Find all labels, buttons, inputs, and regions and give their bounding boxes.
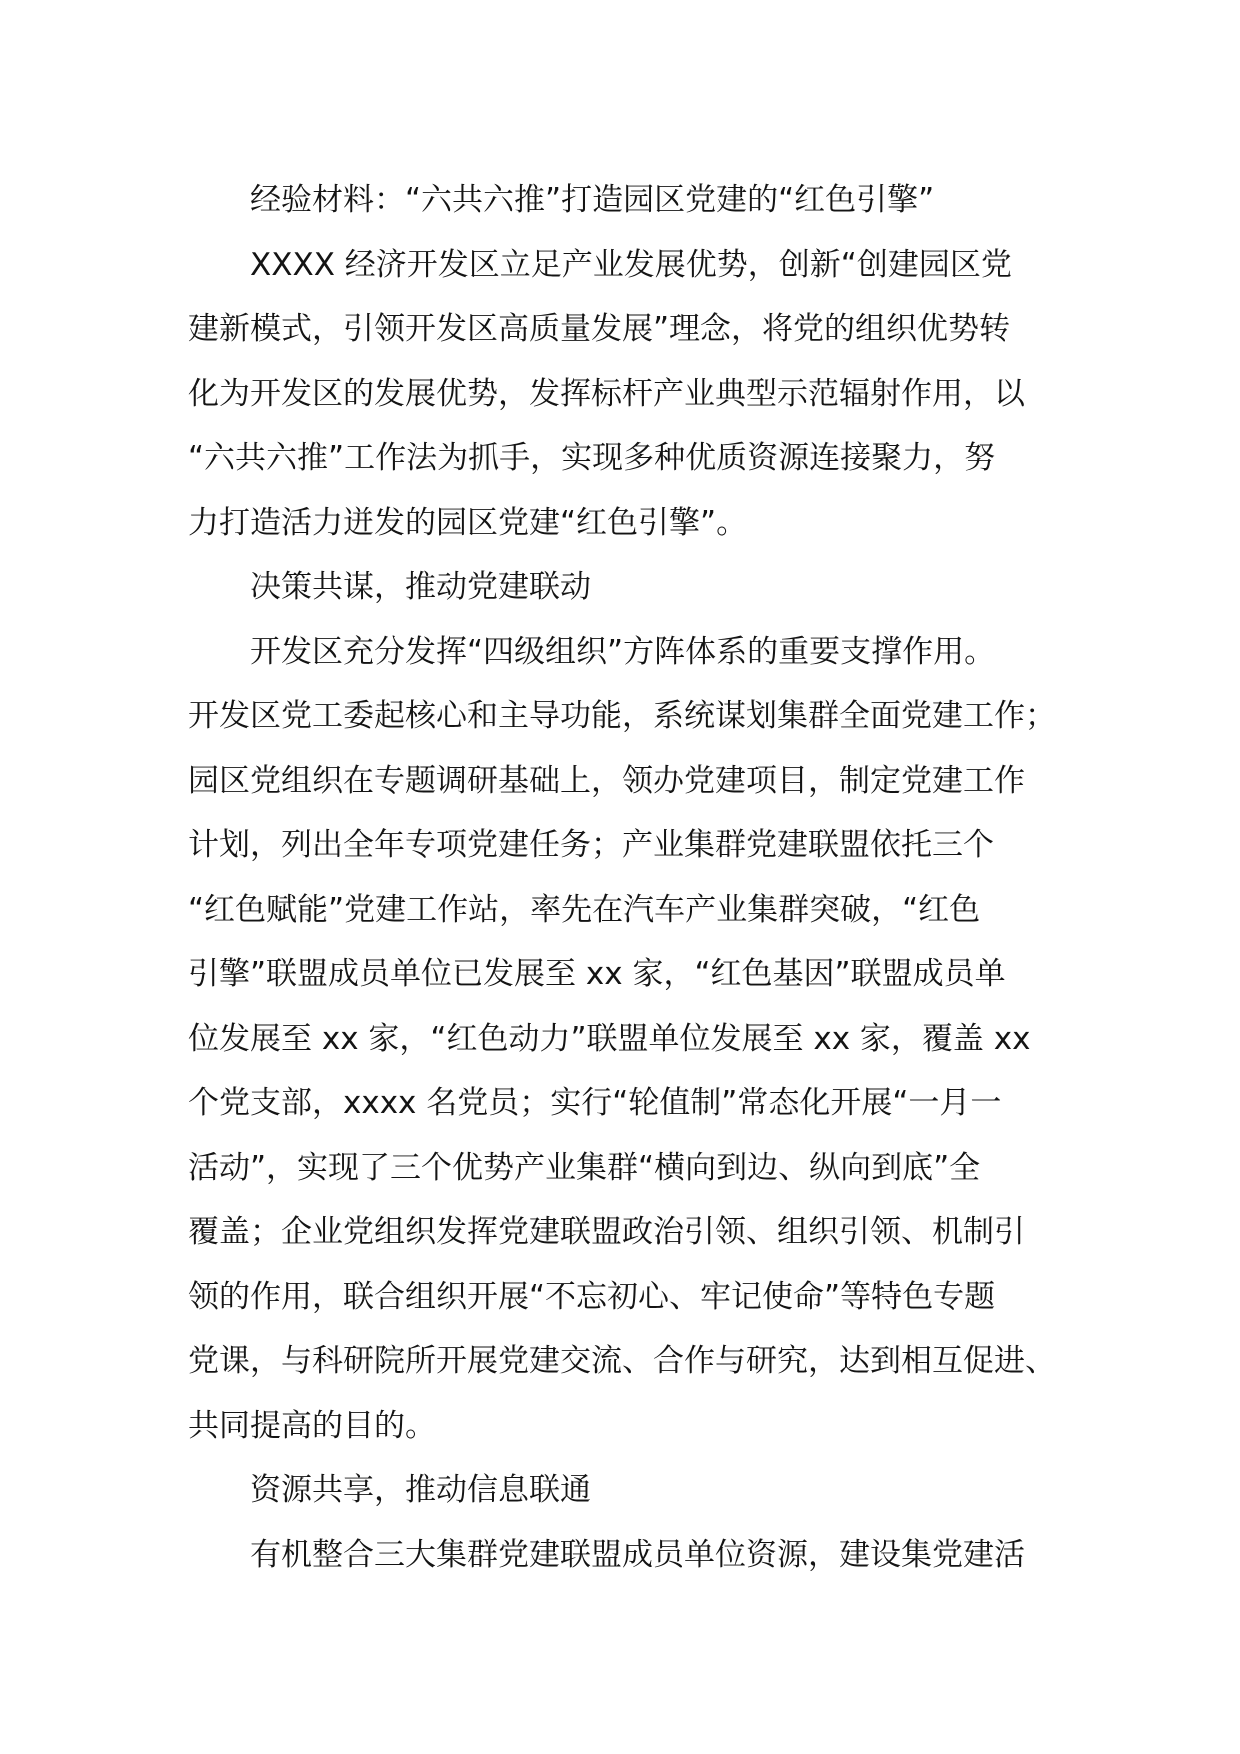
paragraph-line: 有机整合三大集群党建联盟成员单位资源，建设集党建活	[250, 1536, 1025, 1573]
document-page	[188, 168, 1064, 1587]
paragraph-line: 党课，与科研院所开展党建交流、合作与研究，达到相互促进、	[188, 1343, 1056, 1379]
paragraph-line: 开发区党工委起核心和主导功能，系统谋划集群全面党建工作；	[188, 698, 1056, 734]
document-title: 经验材料：“六共六推”打造园区党建的“红色引擎”	[250, 182, 935, 218]
paragraph-line: “六共六推”工作法为抓手，实现多种优质资源连接聚力，努	[188, 440, 996, 476]
paragraph-line: 个党支部，xxxx 名党员；实行“轮值制”常态化开展“一月一	[188, 1085, 1002, 1121]
paragraph-line: “红色赋能”党建工作站，率先在汽车产业集群突破，“红色	[188, 891, 981, 928]
paragraph-line: 覆盖；企业党组织发挥党建联盟政治引领、组织引领、机制引	[188, 1214, 1025, 1250]
paragraph-line: XXXX 经济开发区立足产业发展优势，创新“创建园区党	[250, 246, 1012, 283]
paragraph-line: 计划，列出全年专项党建任务；产业集群党建联盟依托三个	[188, 827, 994, 863]
paragraph-line: 引擎”联盟成员单位已发展至 xx 家，“红色基因”联盟成员单	[188, 956, 1006, 992]
section-heading: 决策共谋，推动党建联动	[250, 569, 591, 605]
paragraph-line: 活动”，实现了三个优势产业集群“横向到边、纵向到底”全	[188, 1149, 981, 1186]
paragraph-line: 领的作用，联合组织开展“不忘初心、牢记使命”等特色专题	[188, 1278, 996, 1315]
paragraph-line: 园区党组织在专题调研基础上，领办党建项目，制定党建工作	[188, 762, 1025, 799]
paragraph-line: 共同提高的目的。	[188, 1407, 436, 1444]
paragraph-line: 开发区充分发挥“四级组织”方阵体系的重要支撑作用。	[250, 633, 996, 670]
paragraph-line: 建新模式，引领开发区高质量发展”理念，将党的组织优势转	[188, 311, 1011, 347]
paragraph-line: 力打造活力迸发的园区党建“红色引擎”。	[188, 504, 748, 541]
section-heading: 资源共享，推动信息联通	[250, 1472, 591, 1508]
paragraph-line: 化为开发区的发展优势，发挥标杆产业典型示范辐射作用，以	[188, 375, 1025, 412]
paragraph-line: 位发展至 xx 家，“红色动力”联盟单位发展至 xx 家，覆盖 xx	[188, 1020, 1031, 1057]
